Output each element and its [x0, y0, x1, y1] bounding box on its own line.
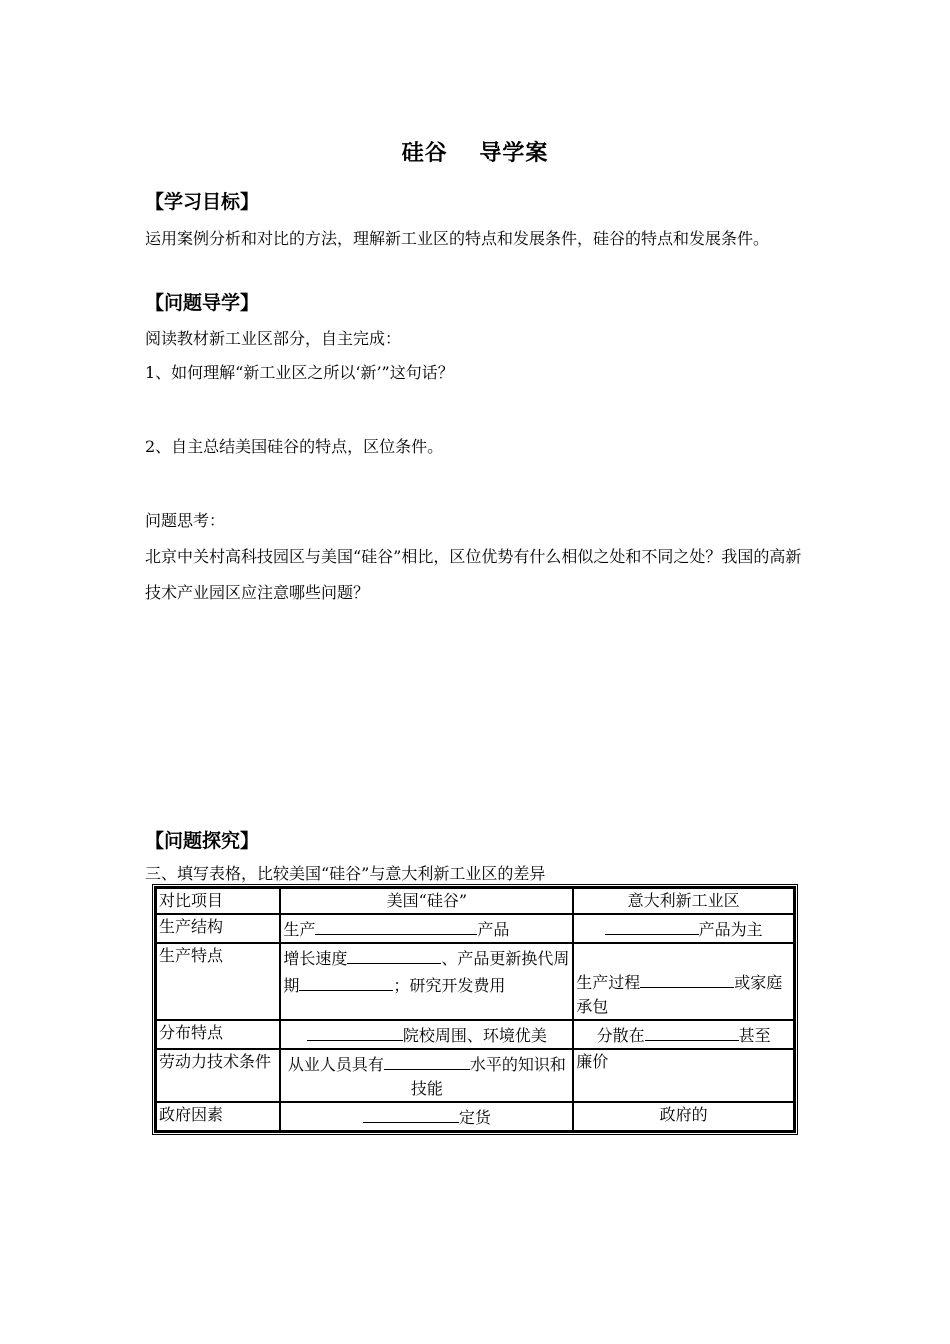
fill-blank[interactable]: [605, 915, 699, 935]
fill-blank[interactable]: [640, 968, 734, 988]
row-label-production-features: 生产特点: [156, 943, 280, 1020]
fill-blank[interactable]: [315, 915, 477, 935]
table-row: [156, 914, 794, 943]
row-label-government: 政府因素: [156, 1102, 280, 1131]
fill-blank[interactable]: [347, 944, 441, 964]
silicon-valley-production-features: 增长速度 、产品更新换代周期 ；研究开发费用: [280, 943, 573, 1020]
silicon-valley-labor: 从业人员具有 水平的知识和技能: [280, 1049, 573, 1102]
header-item: 对比项目: [156, 888, 280, 914]
silicon-valley-production-structure: 生产 产品: [280, 914, 573, 943]
row-label-production-structure: 生产结构: [156, 914, 280, 943]
reading-instruction: 阅读教材新工业区部分，自主完成：: [145, 329, 402, 348]
question-guide-heading: 【问题导学】: [145, 292, 260, 314]
row-label-labor: 劳动力技术条件: [156, 1049, 280, 1102]
inquiry-heading: 【问题探究】: [145, 830, 260, 852]
document-title: 硅谷 导学案: [401, 141, 549, 166]
table-row: [156, 943, 794, 1020]
table-header-row: [156, 888, 794, 914]
comparison-table: [154, 886, 796, 1133]
silicon-valley-distribution: 院校周围、环境优美: [280, 1020, 573, 1049]
header-silicon-valley: 美国“硅谷”: [280, 888, 573, 914]
silicon-valley-government: 定货: [280, 1102, 573, 1131]
thinking-label: 问题思考：: [145, 511, 226, 530]
italy-distribution: 分散在 甚至: [573, 1020, 794, 1049]
italy-production-features: 生产过程 或家庭承包: [573, 943, 794, 1020]
learning-goals-text: 运用案例分析和对比的方法，理解新工业区的特点和发展条件，硅谷的特点和发展条件。: [145, 229, 770, 248]
fill-blank[interactable]: [645, 1021, 739, 1041]
table-instruction: 三、填写表格，比较美国“硅谷”与意大利新工业区的差异: [145, 864, 546, 883]
header-italy: 意大利新工业区: [573, 888, 794, 914]
thinking-question: 北京中关村高科技园区与美国“硅谷”相比，区位优势有什么相似之处和不同之处？我国的高新技术产业园区应注意哪些问题？: [145, 547, 802, 602]
fill-blank[interactable]: [363, 1103, 459, 1123]
learning-goals-heading: 【学习目标】: [145, 191, 260, 213]
fill-blank[interactable]: [384, 1050, 470, 1070]
table-row: [156, 1020, 794, 1049]
fill-blank[interactable]: [299, 971, 393, 991]
row-label-distribution: 分布特点: [156, 1020, 280, 1049]
question-2: 2、自主总结美国硅谷的特点，区位条件。: [145, 437, 444, 456]
question-1: 1、如何理解“新工业区之所以‘新’”这句话？: [145, 363, 454, 382]
table-row: [156, 1049, 794, 1102]
italy-labor: 廉价: [573, 1049, 794, 1102]
table-row: [156, 1102, 794, 1131]
italy-production-structure: 产品为主: [573, 914, 794, 943]
fill-blank[interactable]: [307, 1021, 403, 1041]
italy-government: 政府的: [573, 1102, 794, 1131]
